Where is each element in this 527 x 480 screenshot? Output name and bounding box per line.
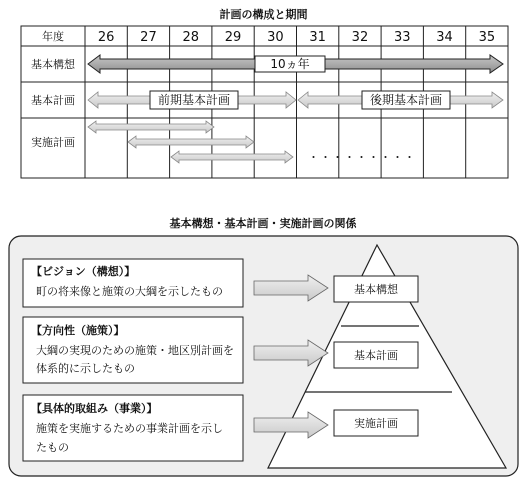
direction-heading: 【方向性（施策）】 [31, 324, 125, 337]
ten-year-label: 10ヵ年 [270, 57, 310, 71]
year-label-34: 34 [436, 30, 453, 45]
actions-description-line-1: 施策を実施するための事業計画を示し [36, 422, 223, 435]
schedule-title: 計画の構成と期間 [219, 8, 308, 21]
year-label-26: 26 [97, 30, 115, 45]
row-label-jisshi-keikaku: 実施計画 [31, 136, 75, 149]
level-label-jisshi-keikaku: 実施計画 [354, 417, 398, 430]
year-label-35: 35 [478, 30, 496, 45]
relation-title: 基本構想・基本計画・実施計画の関係 [169, 217, 357, 230]
year-label-29: 29 [224, 30, 242, 45]
actions-description-line-2: たもの [36, 441, 69, 454]
actions-heading: 【具体的取組み（事業）】 [31, 402, 158, 415]
first-half-label: 前期基本計画 [157, 93, 231, 107]
year-header-label: 年度 [42, 30, 64, 43]
year-label-28: 28 [182, 30, 200, 45]
level-label-kihon-keikaku: 基本計画 [354, 349, 398, 362]
continuation-dots: ・・・・・・・・・ [308, 151, 416, 164]
row-label-kihon-koso: 基本構想 [31, 58, 75, 71]
year-label-32: 32 [351, 30, 369, 45]
schedule-table [21, 26, 508, 178]
direction-description-line-2: 体系的に示したもの [36, 362, 135, 375]
row-label-kihon-keikaku: 基本計画 [31, 94, 75, 107]
year-label-31: 31 [309, 30, 326, 45]
relation-box-actions [23, 395, 243, 461]
second-half-label: 後期基本計画 [369, 93, 443, 107]
relation-box-direction [23, 317, 243, 383]
level-label-kihon-koso: 基本構想 [354, 283, 398, 296]
direction-description-line-1: 大綱の実現のための施策・地区別計画を [36, 344, 234, 357]
year-label-30: 30 [267, 30, 284, 45]
year-label-33: 33 [393, 30, 411, 45]
relation-box-vision [23, 259, 243, 307]
vision-heading: 【ビジョン（構想）】 [31, 265, 136, 278]
vision-description-line-1: 町の将来像と施策の大綱を示したもの [36, 285, 223, 298]
year-label-27: 27 [140, 30, 157, 45]
